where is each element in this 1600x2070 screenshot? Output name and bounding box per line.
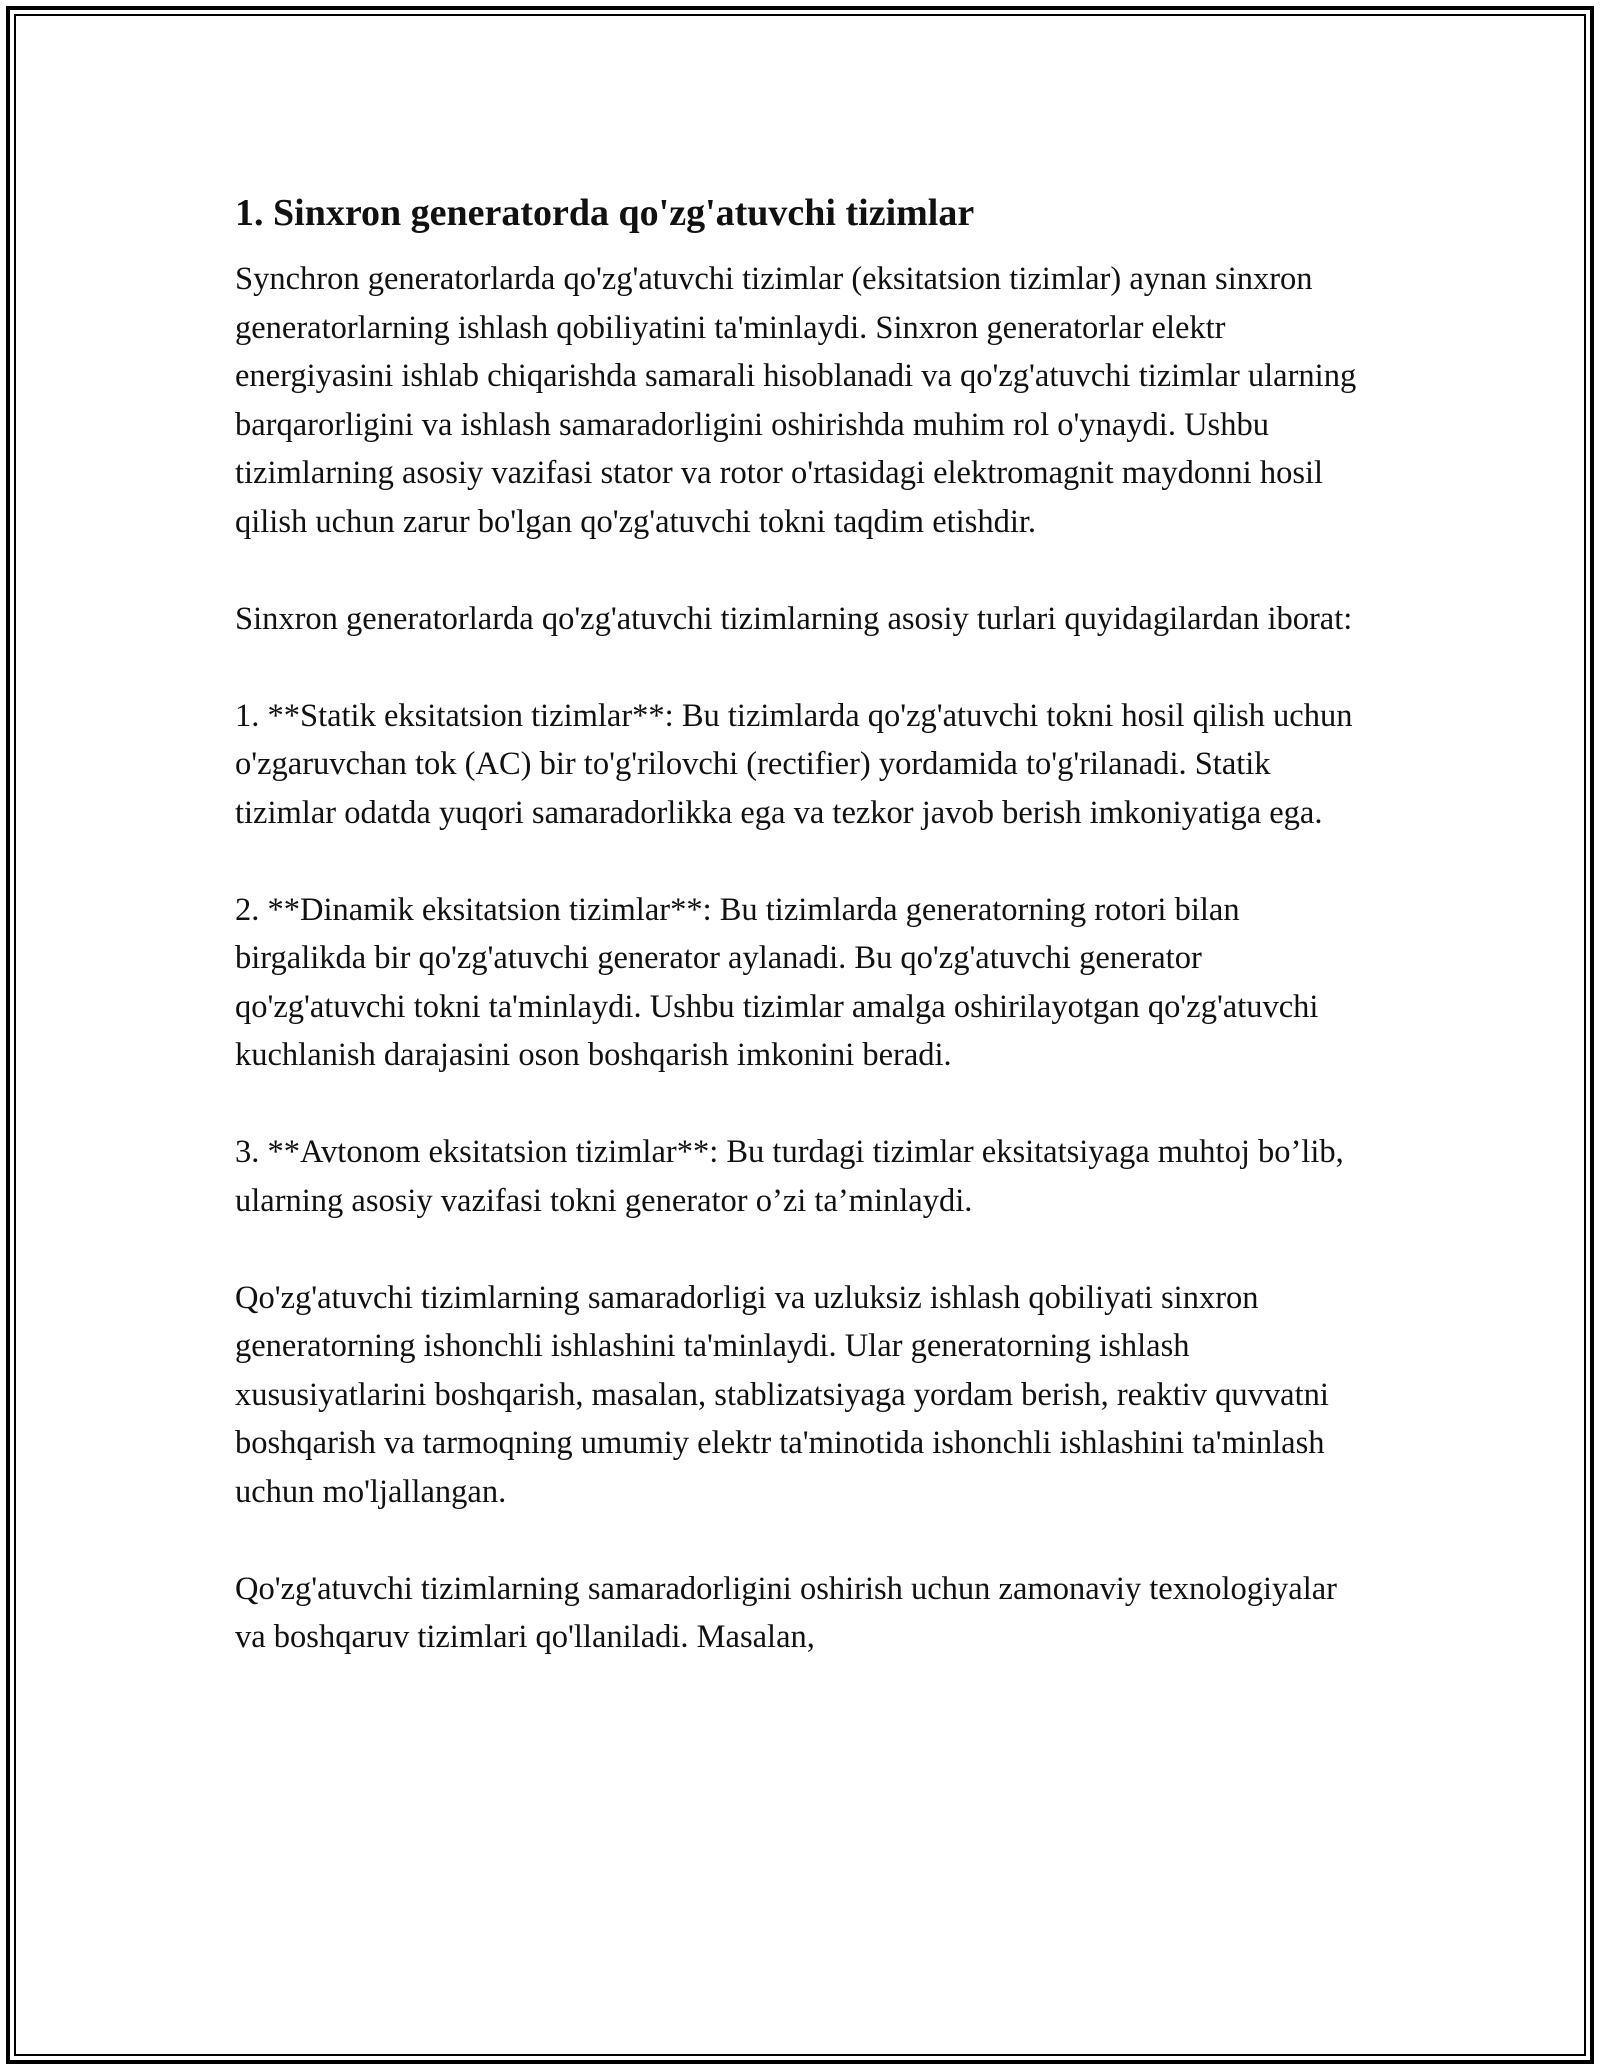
paragraph-types-intro: Sinxron generatorlarda qo'zg'atuvchi tizimlarning asosiy turlari quyidagilardan iborat: [235, 600, 1353, 637]
paragraph-intro: Synchron generatorlarda qo'zg'atuvchi tizimlar (eksitatsion tizimlar) aynan sinxron generatorlarning ishlash qobiliyatini ta'minlaydi. Sinxron generatorlar elektr energiyasini ishlab chiqarishda samarali hisoblanadi va qo'zg'atuvchi tizimlar ularning barqarorligini va ishlash samaradorligini oshirishda muhim rol o'ynaydi. Ushbu tizimlarning asosiy vazifasi stator va rotor o'rtasidagi elektromagnit maydonni hosil qilish uchun zarur bo'lgan qo'zg'atuvchi tokni taqdim etishdir. [235, 261, 1357, 540]
document-body [235, 185, 1365, 1710]
section-heading: 1. Sinxron generatorda qo'zg'atuvchi tizimlar [235, 192, 975, 234]
paragraph-static-systems: 1. **Statik eksitatsion tizimlar**: Bu tizimlarda qo'zg'atuvchi tokni hosil qilish uchun o'zgaruvchan tok (AC) bir to'g'rilovchi (rectifier) yordamida to'g'rilanadi. Statik tizimlar odatda yuqori samaradorlikka ega va tezkor javob berish imkoniyatiga ega. [235, 697, 1353, 831]
paragraph-efficiency: Qo'zg'atuvchi tizimlarning samaradorligi va uzluksiz ishlash qobiliyati sinxron generatorning ishonchli ishlashini ta'minlaydi. Ular generatorning ishlash xususiyatlarini boshqarish, masalan, stablizatsiyaga yordam berish, reaktiv quvvatni boshqarish va tarmoqning umumiy elektr ta'minotida ishonchli ishlashini ta'minlash uchun mo'ljallangan. [235, 1279, 1329, 1510]
paragraph-technologies: Qo'zg'atuvchi tizimlarning samaradorligini oshirish uchun zamonaviy texnologiyalar va boshqaruv tizimlari qo'llaniladi. Masalan, [235, 1570, 1337, 1655]
paragraph-dynamic-systems: 2. **Dinamik eksitatsion tizimlar**: Bu tizimlarda generatorning rotori bilan birgalikda bir qo'zg'atuvchi generator aylanadi. Bu qo'zg'atuvchi generator qo'zg'atuvchi tokni ta'minlaydi. Ushbu tizimlar amalga oshirilayotgan qo'zg'atuvchi kuchlanish darajasini oson boshqarish imkonini beradi. [235, 891, 1319, 1073]
paragraph-autonomous-systems: 3. **Avtonom eksitatsion tizimlar**: Bu turdagi tizimlar eksitatsiyaga muhtoj bo’lib, ularning asosiy vazifasi tokni generator o’zi ta’minlaydi. [235, 1134, 1344, 1219]
